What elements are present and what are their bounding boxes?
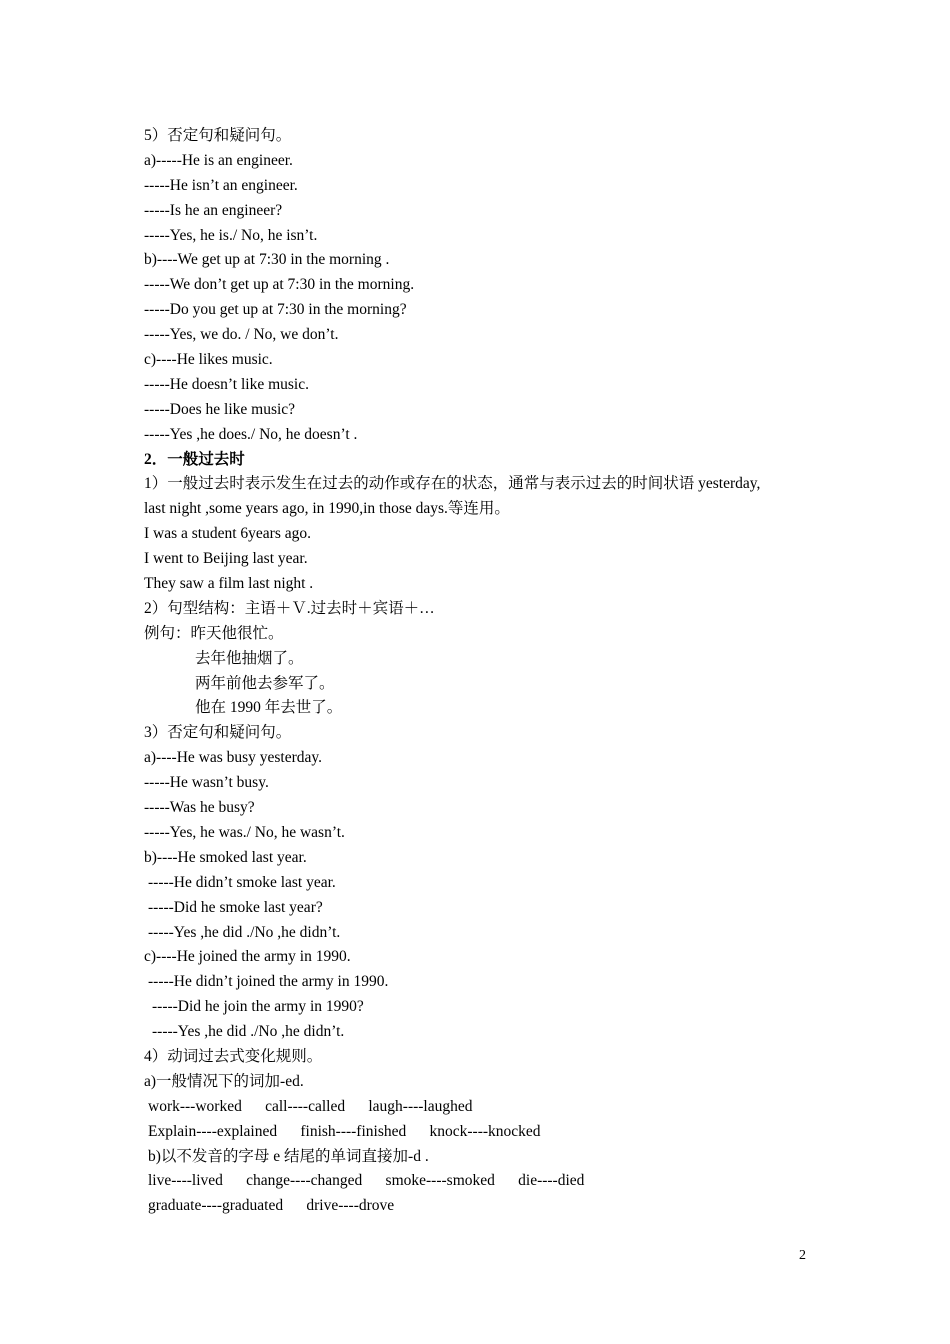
word-list-line: work---worked call----called laugh----laughed [148,1097,473,1115]
text-line: c)----He joined the army in 1990. [144,948,351,966]
text-line: b)----He smoked last year. [144,848,307,866]
text-line: -----He didn’t joined the army in 1990. [148,973,389,991]
text-line: -----Yes, he was./ No, he wasn’t. [144,823,345,841]
word-list-line: live----lived change----changed smoke----smoked die----died [148,1172,585,1190]
text-line: -----We don’t get up at 7:30 in the morning. [144,276,415,294]
text-line: -----Yes ,he did ./No ,he didn’t. [148,923,341,941]
text-line: -----Did he join the army in 1990? [152,998,364,1016]
document-body [144,124,824,1219]
text-line: -----Yes ,he did ./No ,he didn’t. [152,1023,345,1041]
text-line: last night ,some years ago, in 1990,in those days.等连用。 [144,500,510,518]
example-line: 两年前他去参军了。 [195,674,335,692]
text-line: -----Yes ,he does./ No, he doesn’t . [144,425,358,443]
text-line: a)-----He is an engineer. [144,151,293,169]
text-line: -----Does he like music? [144,400,296,418]
text-line: -----Yes, we do. / No, we don’t. [144,326,339,344]
text-line: 1）一般过去时表示发生在过去的动作或存在的状态，通常与表示过去的时间状语 yesterday, [144,475,761,493]
text-line: c)----He likes music. [144,351,273,369]
text-line: -----Do you get up at 7:30 in the morning? [144,301,407,319]
text-line: a)----He was busy yesterday. [144,749,323,767]
word-list-line: graduate----graduated drive----drove [148,1197,395,1215]
text-line: They saw a film last night . [144,575,314,593]
text-line: -----He wasn’t busy. [144,774,269,792]
text-line: -----He isn’t an engineer. [144,176,298,194]
section-heading: 2．一般过去时 [144,450,245,468]
text-line: I went to Beijing last year. [144,550,308,568]
text-line: -----Did he smoke last year? [148,898,323,916]
text-line: -----Is he an engineer? [144,201,283,219]
text-line: -----Was he busy? [144,799,255,817]
word-list-line: Explain----explained finish----finished knock----knocked [148,1122,541,1140]
text-line: 例句：昨天他很忙。 [144,624,284,642]
text-line: 2）句型结构：主语＋Ｖ.过去时＋宾语＋… [144,599,435,617]
text-line: b)----We get up at 7:30 in the morning . [144,251,390,269]
text-line: -----He didn’t smoke last year. [148,873,336,891]
example-line: 去年他抽烟了。 [195,649,304,667]
text-line: 3）否定句和疑问句。 [144,724,292,742]
example-line: 他在 1990 年去世了。 [195,699,343,717]
text-line: I was a student 6years ago. [144,525,312,543]
text-line: -----He doesn’t like music. [144,375,309,393]
text-line: b)以不发音的字母 e 结尾的单词直接加-d . [148,1147,429,1165]
text-line: 5）否定句和疑问句。 [144,127,292,144]
text-line: a)一般情况下的词加-ed. [144,1072,304,1090]
page-number: 2 [799,1248,806,1263]
text-line: -----Yes, he is./ No, he isn’t. [144,226,318,244]
text-line: 4）动词过去式变化规则。 [144,1047,323,1065]
